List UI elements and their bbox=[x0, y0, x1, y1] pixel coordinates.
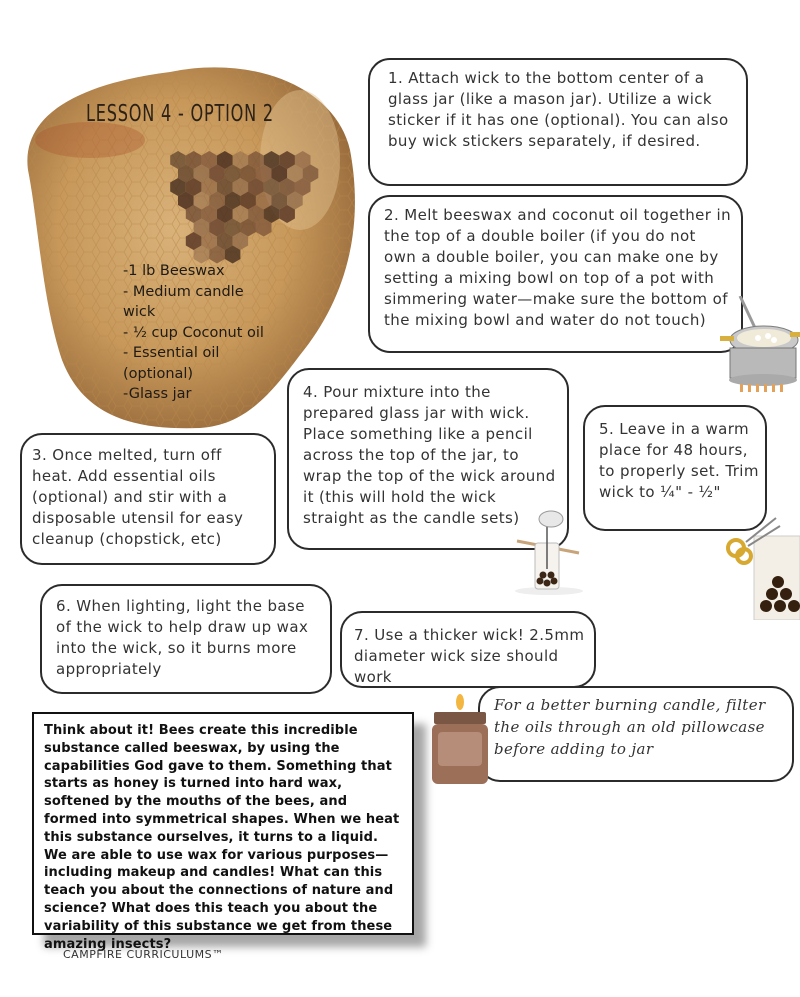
double-boiler-illustration bbox=[718, 296, 800, 400]
step-7-box bbox=[340, 611, 596, 688]
supply-item: -Glass jar bbox=[123, 386, 192, 402]
step-3-text: 3. Once melted, turn off heat. Add essential oils (optional) and stir with a disposable utensil for easy cleanup (chopstick, etc) bbox=[32, 446, 244, 548]
candle-illustration bbox=[430, 694, 490, 786]
footer-brand: CAMPFIRE CURRICULUMS™ bbox=[63, 948, 224, 961]
step-2-text: 2. Melt beeswax and coconut oil together in the top of a double boiler (if you do not own a double boiler, you can make one by setting a mixing bowl on top of a pot with simmering water—make sure the bottom of the mixing bowl and water do not touch) bbox=[384, 206, 731, 329]
step-1-box bbox=[368, 58, 748, 186]
tip-box bbox=[478, 686, 794, 782]
supply-item: - Essential oil (optional) bbox=[123, 345, 220, 382]
think-about-it-box bbox=[32, 712, 414, 952]
step-2-box bbox=[368, 195, 743, 353]
step-3-box bbox=[20, 433, 276, 565]
step-4-text: 4. Pour mixture into the prepared glass jar with wick. Place something like a pencil across the top of the jar, to wrap the top of the wick around it (this will hold the wick straight as the candle sets) bbox=[303, 383, 556, 527]
pouring-jar-illustration bbox=[509, 503, 587, 595]
scissors-jar-illustration bbox=[716, 496, 800, 620]
supply-list bbox=[123, 261, 273, 405]
step-5-text: 5. Leave in a warm place for 48 hours, to properly set. Trim wick to ¼" - ½" bbox=[599, 420, 759, 501]
step-1-text: 1. Attach wick to the bottom center of a glass jar (like a mason jar). Utilize a wick sticker if it has one (optional). You can also buy wick stickers separately, if desired. bbox=[388, 69, 729, 150]
supply-item: -1 lb Beeswax bbox=[123, 263, 225, 279]
supply-item: - ½ cup Coconut oil bbox=[123, 324, 264, 341]
supply-item: - Medium candle wick bbox=[123, 283, 244, 320]
tip-text: For a better burning candle, filter the oils through an old pillowcase before adding to jar bbox=[494, 696, 766, 758]
step-6-text: 6. When lighting, light the base of the wick to help draw up wax into the wick, so it burns more appropriately bbox=[56, 597, 309, 678]
think-text: Think about it! Bees create this incredible substance called beeswax, by using the capabilities God gave to them. Something that starts as honey is turned into hard wax, softened by the mouths of the bees, and formed into symmetrical shapes. When we heat this substance ourselves, it turns to a liquid. We are able to use wax for various purposes—including makeup and candles! What can this teach you about the connections of nature and science? What does this teach you about the variability of this substance we get from these amazing insects? bbox=[44, 723, 400, 952]
lesson-title: LESSON 4 - OPTION 2 bbox=[86, 101, 274, 127]
step-7-text: 7. Use a thicker wick! 2.5mm diameter wick size should work bbox=[354, 626, 585, 686]
step-6-box bbox=[40, 584, 332, 694]
